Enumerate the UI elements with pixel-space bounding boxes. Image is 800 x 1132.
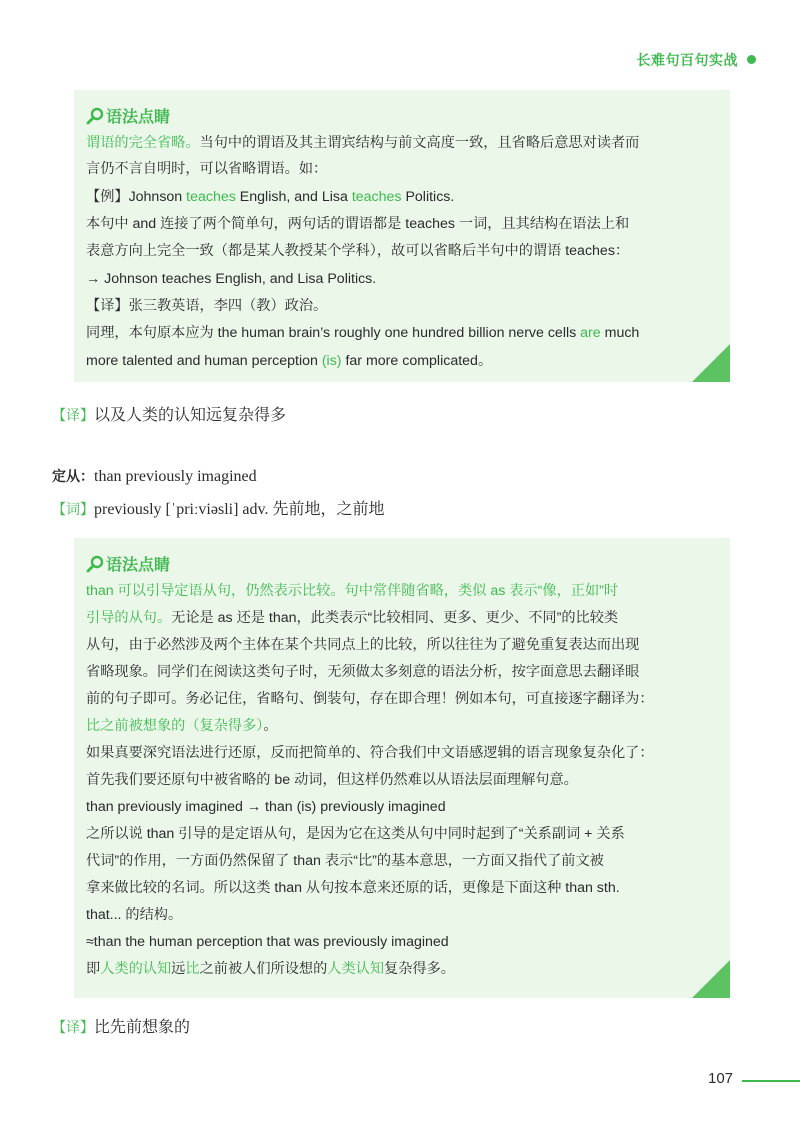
magnifier-icon [86, 555, 104, 573]
page-number: 107 [708, 1070, 734, 1087]
page-corner-decoration [692, 344, 730, 382]
translation-2: 【译】比先前想象的 [52, 1019, 191, 1036]
box2-line-2: 引导的从句。无论是 as 还是 than，此类表示“比较相同、更多、更少、不同”的比较类 [86, 610, 619, 626]
clause-line: 定从：than previously imagined [52, 468, 257, 485]
grammar-box-1-title [86, 104, 170, 127]
magnifier-icon [86, 107, 104, 125]
box1-line-9: more talented and human perception (is) far more complicated。 [86, 353, 493, 369]
box1-line-4: 本句中 and 连接了两个简单句，两句话的谓语都是 teaches 一词，且其结构在语法上和 [86, 216, 630, 232]
page-corner-decoration [692, 960, 730, 998]
grammar-box-1-title-text: 语法点睛 [106, 107, 171, 126]
box1-line-6: → Johnson teaches English, and Lisa Politics. [86, 271, 377, 287]
vocab-line: 【词】previously [ˈpriːviəsli] adv. 先前地，之前地 [52, 501, 385, 518]
box2-line-1: than 可以引导定语从句，仍然表示比较。句中常伴随省略，类似 as 表示“像，正如”时 [86, 583, 619, 599]
box2-line-11: 代词”的作用，一方面仍然保留了 than 表示“比”的基本意思，一方面又指代了前文被 [86, 853, 604, 869]
grammar-box-2-title-text: 语法点睛 [106, 555, 171, 574]
box1-line-7: 【译】张三教英语，李四（教）政治。 [86, 298, 328, 314]
grammar-box-2-title [86, 552, 170, 575]
box2-line-5: 前的句子即可。务必记住，省略句、倒装句，存在即合理！例如本句，可直接逐字翻译为： [86, 691, 654, 707]
translation-1: 【译】以及人类的认知远复杂得多 [52, 407, 287, 424]
box2-line-3: 从句，由于必然涉及两个主体在某个共同点上的比较，所以往往为了避免重复表达而出现 [86, 637, 640, 653]
box2-line-14: ≈than the human perception that was previously imagined [86, 934, 449, 950]
box2-line-8: 首先我们要还原句中被省略的 be 动词，但这样仍然难以从语法层面理解句意。 [86, 772, 578, 788]
box1-line-8: 同理，本句原本应为 the human brain’s roughly one hundred billion nerve cells are much [86, 325, 640, 341]
running-header: 长难句百句实战 [636, 53, 738, 69]
grammar-box-2 [74, 538, 730, 998]
box2-line-15: 即人类的认知远比之前被人们所设想的人类认知复杂得多。 [86, 961, 455, 977]
box1-line-3: 【例】Johnson teaches English, and Lisa teaches Politics. [86, 189, 455, 205]
box2-line-6: 比之前被想象的（复杂得多）。 [86, 718, 278, 734]
box2-line-9: than previously imagined → than (is) previously imagined [86, 799, 446, 815]
box1-line-1: 谓语的完全省略。当句中的谓语及其主谓宾结构与前文高度一致，且省略后意思对读者而 [86, 135, 640, 151]
box2-line-12: 拿来做比较的名词。所以这类 than 从句按本意来还原的话，更像是下面这种 than sth. [86, 880, 620, 896]
box2-line-7: 如果真要深究语法进行还原，反而把简单的、符合我们中文语感逻辑的语言现象复杂化了： [86, 745, 654, 761]
box2-line-13: that... 的结构。 [86, 907, 183, 923]
box2-line-10: 之所以说 than 引导的是定语从句，是因为它在这类从句中同时起到了“关系副词 + 关系 [86, 826, 625, 842]
page-number-rule [742, 1080, 800, 1082]
box2-line-4: 省略现象。同学们在阅读这类句子时，无须做太多刻意的语法分析，按字面意思去翻译眼 [86, 664, 640, 680]
grammar-box-1 [74, 90, 730, 382]
header-dot [747, 55, 756, 64]
box1-line-2: 言仍不言自明时，可以省略谓语。如： [86, 161, 328, 177]
box1-line-5: 表意方向上完全一致（都是某人教授某个学科），故可以省略后半句中的谓语 teaches： [86, 243, 630, 259]
translation-tag: 【译】 [52, 1020, 94, 1036]
translation-tag: 【译】 [52, 408, 94, 424]
vocab-tag: 【词】 [52, 502, 94, 518]
